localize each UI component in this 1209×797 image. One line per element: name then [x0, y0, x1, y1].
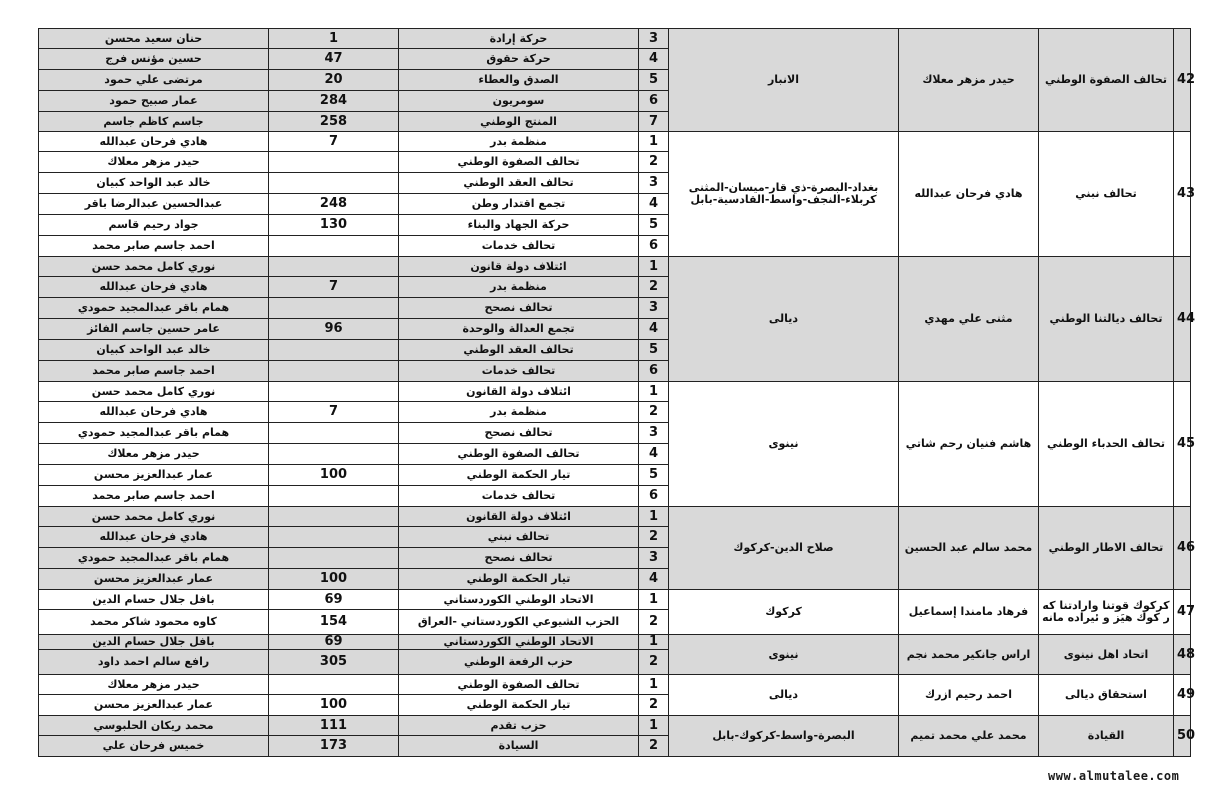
candidate-number-cell: 284 [269, 91, 399, 112]
leader-cell: حيدر مزهر معلاك [899, 29, 1039, 132]
alliances-table [38, 28, 1196, 757]
candidate-name-cell: همام باقر عبدالمجيد حمودي [39, 298, 269, 319]
table-body [39, 29, 1196, 757]
alliance-name-cell: تحالف الحدباء الوطني [1039, 382, 1174, 507]
party-name-cell: الاتحاد الوطني الكوردستاني [399, 635, 639, 650]
party-name-cell: تحالف نصحح [399, 423, 639, 444]
party-index-cell: 2 [639, 527, 669, 548]
candidate-number-cell: 69 [269, 590, 399, 610]
candidate-number-cell: 20 [269, 70, 399, 91]
candidate-name-cell: مرتضى علي حمود [39, 70, 269, 91]
candidate-number-cell [269, 298, 399, 319]
candidate-name-cell: بافل جلال حسام الدين [39, 590, 269, 610]
candidate-number-cell: 305 [269, 650, 399, 675]
alliance-number-cell: 43 [1174, 132, 1191, 257]
candidate-number-cell: 100 [269, 695, 399, 716]
candidate-name-cell: نوري كامل محمد حسن [39, 257, 269, 277]
candidate-number-cell [269, 382, 399, 402]
leader-cell: اراس جانكير محمد نجم [899, 635, 1039, 675]
candidate-name-cell: كاوه محمود شاكر محمد [39, 610, 269, 635]
party-index-cell: 2 [639, 277, 669, 298]
party-name-cell: ائتلاف دولة القانون [399, 382, 639, 402]
candidate-name-cell: عبدالحسين عبدالرضا باقر [39, 194, 269, 215]
party-index-cell: 1 [639, 382, 669, 402]
candidate-number-cell: 1 [269, 29, 399, 49]
candidate-number-cell [269, 257, 399, 277]
candidate-number-cell [269, 340, 399, 361]
party-index-cell: 1 [639, 132, 669, 152]
party-index-cell: 6 [639, 236, 669, 257]
party-index-cell: 2 [639, 650, 669, 675]
party-index-cell: 2 [639, 152, 669, 173]
candidate-name-cell: حيدر مزهر معلاك [39, 444, 269, 465]
alliance-name-cell: القيادة [1039, 716, 1174, 757]
party-name-cell: تجمع العدالة والوحدة [399, 319, 639, 340]
candidate-name-cell: عمار صبيح حمود [39, 91, 269, 112]
party-name-cell: تحالف نصحح [399, 298, 639, 319]
party-name-cell: حزب تقدم [399, 716, 639, 736]
candidate-name-cell: رافع سالم احمد داود [39, 650, 269, 675]
party-name-cell: تحالف خدمات [399, 236, 639, 257]
candidate-name-cell: جاسم كاظم جاسم [39, 112, 269, 132]
party-index-cell: 3 [639, 29, 669, 49]
alliance-number-cell: 47 [1174, 590, 1191, 635]
table-row [39, 29, 1191, 49]
province-cell: ديالى [669, 675, 899, 716]
candidate-name-cell: خميس فرحان علي [39, 736, 269, 757]
candidate-name-cell: نوري كامل محمد حسن [39, 507, 269, 527]
party-name-cell: تحالف خدمات [399, 361, 639, 382]
alliance-number-cell: 49 [1174, 675, 1191, 716]
party-index-cell: 3 [639, 548, 669, 569]
candidate-number-cell [269, 527, 399, 548]
candidate-name-cell: احمد جاسم صابر محمد [39, 486, 269, 507]
party-name-cell: الحزب الشيوعي الكوردستاني -العراق [399, 610, 639, 635]
party-index-cell: 1 [639, 675, 669, 695]
candidate-name-cell: همام باقر عبدالمجيد حمودي [39, 548, 269, 569]
party-name-cell: منظمة بدر [399, 402, 639, 423]
party-index-cell: 3 [639, 423, 669, 444]
province-cell: بغداد-البصرة-ذي قار-ميسان-المثنى كربلاء-النجف-واسط-القادسية-بابل [669, 132, 899, 257]
candidate-number-cell: 96 [269, 319, 399, 340]
party-index-cell: 4 [639, 49, 669, 70]
alliance-number-cell: 50 [1174, 716, 1191, 757]
candidate-name-cell: هادي فرحان عبدالله [39, 402, 269, 423]
leader-cell: احمد رحيم ازرك [899, 675, 1039, 716]
party-index-cell: 5 [639, 215, 669, 236]
leader-cell: هاشم فنيان رحم شاتي [899, 382, 1039, 507]
candidate-number-cell [269, 548, 399, 569]
party-index-cell: 6 [639, 486, 669, 507]
party-index-cell: 5 [639, 70, 669, 91]
candidate-number-cell [269, 152, 399, 173]
candidate-name-cell: حيدر مزهر معلاك [39, 675, 269, 695]
party-name-cell: تجمع اقتدار وطن [399, 194, 639, 215]
candidate-name-cell: عمار عبدالعزيز محسن [39, 465, 269, 486]
table-row [39, 716, 1191, 736]
party-index-cell: 5 [639, 340, 669, 361]
party-name-cell: ائتلاف دولة القانون [399, 507, 639, 527]
candidate-name-cell: احمد جاسم صابر محمد [39, 361, 269, 382]
party-name-cell: ائتلاف دولة قانون [399, 257, 639, 277]
alliance-number-cell: 48 [1174, 635, 1191, 675]
party-index-cell: 2 [639, 402, 669, 423]
party-index-cell: 4 [639, 194, 669, 215]
party-index-cell: 1 [639, 507, 669, 527]
party-name-cell: تيار الحكمة الوطني [399, 465, 639, 486]
leader-cell: هادي فرحان عبدالله [899, 132, 1039, 257]
party-index-cell: 3 [639, 173, 669, 194]
candidate-number-cell: 7 [269, 277, 399, 298]
alliance-name-cell: تحالف الصفوة الوطني [1039, 29, 1174, 132]
party-index-cell: 4 [639, 319, 669, 340]
candidate-name-cell: خالد عبد الواحد كبيان [39, 173, 269, 194]
leader-cell: محمد سالم عبد الحسين [899, 507, 1039, 590]
candidate-name-cell: عمار عبدالعزيز محسن [39, 569, 269, 590]
watermark: www.almutalee.com [1048, 769, 1180, 783]
province-cell: الانبار [669, 29, 899, 132]
alliance-name-cell: كركوك قوتنا وارادتنا كه ر كوك هيَز و ئيراده مانه [1039, 590, 1174, 635]
table-row [39, 257, 1191, 277]
table-row [39, 382, 1191, 402]
candidate-name-cell: هادي فرحان عبدالله [39, 277, 269, 298]
province-cell: نينوى [669, 635, 899, 675]
candidate-number-cell: 100 [269, 465, 399, 486]
candidate-name-cell: بافل جلال حسام الدين [39, 635, 269, 650]
candidate-number-cell: 154 [269, 610, 399, 635]
candidate-name-cell: هادي فرحان عبدالله [39, 132, 269, 152]
party-name-cell: سومريون [399, 91, 639, 112]
candidate-number-cell [269, 486, 399, 507]
candidate-number-cell [269, 423, 399, 444]
leader-cell: محمد علي محمد تميم [899, 716, 1039, 757]
candidate-number-cell [269, 444, 399, 465]
party-index-cell: 1 [639, 590, 669, 610]
party-name-cell: منظمة بدر [399, 132, 639, 152]
table-row [39, 132, 1191, 152]
table-row [39, 507, 1191, 527]
party-index-cell: 2 [639, 695, 669, 716]
party-name-cell: المنتج الوطني [399, 112, 639, 132]
candidate-name-cell: عامر حسين جاسم الفائز [39, 319, 269, 340]
province-cell: صلاح الدين-كركوك [669, 507, 899, 590]
candidate-number-cell: 173 [269, 736, 399, 757]
party-index-cell: 4 [639, 569, 669, 590]
party-index-cell: 1 [639, 635, 669, 650]
candidate-name-cell: هادي فرحان عبدالله [39, 527, 269, 548]
party-name-cell: تحالف نبني [399, 527, 639, 548]
candidate-name-cell: محمد ريكان الحلبوسي [39, 716, 269, 736]
party-name-cell: حركة إرادة [399, 29, 639, 49]
candidate-name-cell: خالد عبد الواحد كبيان [39, 340, 269, 361]
table-row [39, 675, 1191, 695]
alliance-number-cell: 44 [1174, 257, 1191, 382]
table-row [39, 635, 1191, 650]
party-name-cell: الصدق والعطاء [399, 70, 639, 91]
alliance-name-cell: تحالف ديالتنا الوطني [1039, 257, 1174, 382]
candidate-number-cell: 7 [269, 132, 399, 152]
party-index-cell: 7 [639, 112, 669, 132]
candidate-number-cell: 248 [269, 194, 399, 215]
party-index-cell: 1 [639, 716, 669, 736]
party-index-cell: 6 [639, 91, 669, 112]
candidate-number-cell: 100 [269, 569, 399, 590]
candidate-name-cell: حسين مؤنس فرج [39, 49, 269, 70]
alliance-name-cell: تحالف الاطار الوطني [1039, 507, 1174, 590]
leader-cell: مثنى علي مهدي [899, 257, 1039, 382]
alliance-number-cell: 45 [1174, 382, 1191, 507]
candidate-name-cell: جواد رحيم قاسم [39, 215, 269, 236]
leader-cell: فرهاد مامندا إسماعيل [899, 590, 1039, 635]
candidate-name-cell: نوري كامل محمد حسن [39, 382, 269, 402]
candidate-number-cell: 47 [269, 49, 399, 70]
alliance-name-cell: استحقاق ديالى [1039, 675, 1174, 716]
candidate-name-cell: حنان سعيد محسن [39, 29, 269, 49]
party-name-cell: تحالف الصفوة الوطني [399, 152, 639, 173]
candidate-number-cell: 130 [269, 215, 399, 236]
candidate-name-cell: حيدر مزهر معلاك [39, 152, 269, 173]
party-name-cell: حزب الرفعة الوطني [399, 650, 639, 675]
party-index-cell: 3 [639, 298, 669, 319]
party-name-cell: تحالف الصفوة الوطني [399, 444, 639, 465]
candidate-number-cell [269, 507, 399, 527]
party-name-cell: منظمة بدر [399, 277, 639, 298]
alliance-name-cell: اتحاد اهل نينوى [1039, 635, 1174, 675]
candidate-number-cell [269, 173, 399, 194]
party-index-cell: 5 [639, 465, 669, 486]
candidate-number-cell: 7 [269, 402, 399, 423]
party-name-cell: حركة الجهاد والبناء [399, 215, 639, 236]
party-name-cell: تحالف الصفوة الوطني [399, 675, 639, 695]
party-name-cell: حركة حقوق [399, 49, 639, 70]
party-name-cell: تحالف خدمات [399, 486, 639, 507]
province-cell: كركوك [669, 590, 899, 635]
party-index-cell: 2 [639, 610, 669, 635]
party-name-cell: تيار الحكمة الوطني [399, 695, 639, 716]
party-index-cell: 2 [639, 736, 669, 757]
table-row [39, 590, 1191, 610]
candidate-name-cell: احمد جاسم صابر محمد [39, 236, 269, 257]
party-index-cell: 1 [639, 257, 669, 277]
candidate-name-cell: عمار عبدالعزيز محسن [39, 695, 269, 716]
candidate-number-cell: 111 [269, 716, 399, 736]
candidate-number-cell [269, 236, 399, 257]
province-cell: البصرة-واسط-كركوك-بابل [669, 716, 899, 757]
candidate-name-cell: همام باقر عبدالمجيد حمودي [39, 423, 269, 444]
province-cell: ديالى [669, 257, 899, 382]
candidate-number-cell [269, 675, 399, 695]
alliance-number-cell: 42 [1174, 29, 1191, 132]
party-name-cell: تيار الحكمة الوطني [399, 569, 639, 590]
party-name-cell: الاتحاد الوطني الكوردستاني [399, 590, 639, 610]
candidate-number-cell: 69 [269, 635, 399, 650]
alliance-number-cell: 46 [1174, 507, 1191, 590]
party-name-cell: تحالف العقد الوطني [399, 173, 639, 194]
party-index-cell: 6 [639, 361, 669, 382]
party-name-cell: تحالف العقد الوطني [399, 340, 639, 361]
party-name-cell: تحالف نصحح [399, 548, 639, 569]
province-cell: نينوى [669, 382, 899, 507]
party-index-cell: 4 [639, 444, 669, 465]
alliance-name-cell: تحالف نبني [1039, 132, 1174, 257]
candidate-number-cell: 258 [269, 112, 399, 132]
candidate-number-cell [269, 361, 399, 382]
party-name-cell: السيادة [399, 736, 639, 757]
